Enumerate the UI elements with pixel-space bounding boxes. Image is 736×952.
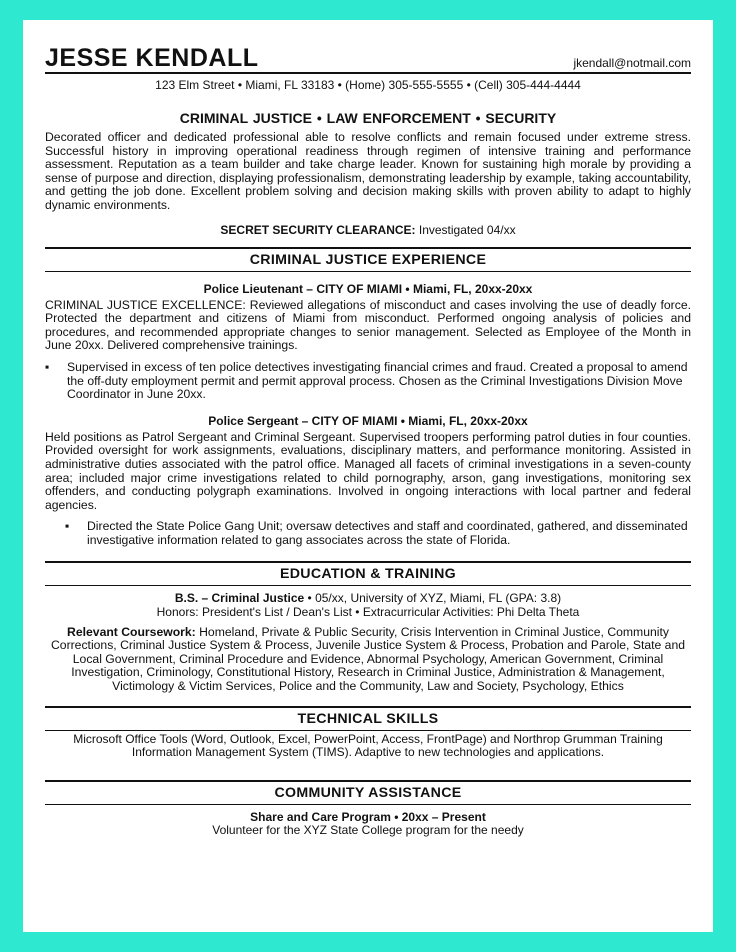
section-rule-bottom <box>45 804 691 805</box>
education-section <box>45 561 691 693</box>
section-rule-bottom <box>45 585 691 586</box>
skills-text: Microsoft Office Tools (Word, Outlook, Excel, PowerPoint, Access, FrontPage) and Northrop Grumman Training Information Management System (TIMS). Adaptive to new technologies and applications. <box>73 731 663 760</box>
clearance-line <box>45 223 691 237</box>
coursework-label: Relevant Coursework: <box>67 624 196 639</box>
community-title: COMMUNITY ASSISTANCE <box>274 784 462 801</box>
degree-details: • 05/xx, University of XYZ, Miami, FL (GPA: 3.8) <box>304 591 562 606</box>
experience-title: CRIMINAL JUSTICE EXPERIENCE <box>249 251 487 268</box>
bullet-marker: ▪ <box>65 519 70 534</box>
coursework-list: Homeland, Private & Public Security, Crisis Intervention in Criminal Justice, Community Corrections, Criminal Justice System & Process, Juvenile Justice System & Process, Probation and Parole, State and Local Government, Criminal Procedure and Evidence, Abnormal Psychology, American Government, Criminal Investigation, Criminology, Constitutional History, Research in Criminal Justice, Administration & Management, Victimology & Victim Services, Police and the Community, Law and Society, Psychology, Ethics <box>50 624 686 694</box>
program-description: Volunteer for the XYZ State College program for the needy <box>212 823 524 838</box>
skills-section <box>45 706 691 760</box>
honors-line: Honors: President's List / Dean's List • Extracurricular Activities: Phi Delta Theta <box>156 605 580 620</box>
degree-name: B.S. – Criminal Justice <box>174 591 305 606</box>
headline: CRIMINAL JUSTICE • LAW ENFORCEMENT • SECURITY <box>179 110 557 126</box>
job-bullet <box>45 361 691 402</box>
summary-paragraph: Decorated officer and dedicated professional able to resolve conflicts and remain focused under extreme stress. Successful history in improving operational readiness through regimen of intensive training and performance assessment. Reputation as a team builder and take charge leader. Known for sustaining high morale by providing a sense of purpose and direction, displaying professionalism, demonstrating leadership by example, taking accountability, and getting the job done. Excellent problem solving and decision making skills with proven ability to adapt to highly dynamic environments. <box>45 130 691 212</box>
job-bullet <box>45 520 691 547</box>
email-address[interactable]: jkendall@notmail.com <box>573 56 691 70</box>
bullet-text: Supervised in excess of ten police detectives investigating financial crimes and fraud. Created a proposal to amend the off-duty employment permit and permit approval process. Chosen as the Criminal Investigations Division Move Coordinator in June 20xx. <box>67 359 688 402</box>
job-title: Police Sergeant – CITY OF MIAMI • Miami, FL, 20xx-20xx <box>208 413 528 428</box>
bullet-text: Directed the State Police Gang Unit; oversaw detectives and staff and coordinated, gathered, and disseminated investigative information related to gang associates across the state of Florida. <box>87 519 688 547</box>
candidate-name: JESSE KENDALL <box>45 44 259 72</box>
skills-title: TECHNICAL SKILLS <box>297 710 439 727</box>
job-description: CRIMINAL JUSTICE EXCELLENCE: Reviewed allegations of misconduct and cases involving the use of deadly force. Protected the department and citizens of Miami from misconduct. Performed ongoing analysis of policies and procedures, and recommended appropriate changes to senior management. Selected as Employee of the Month in June 20xx. Delivered comprehensive trainings. <box>45 297 691 353</box>
degree-line <box>45 592 691 606</box>
bullet-marker: ▪ <box>45 359 50 374</box>
contact-line: 123 Elm Street • Miami, FL 33183 • (Home) 305-555-5555 • (Cell) 305-444-4444 <box>155 78 581 92</box>
resume-page <box>23 20 713 932</box>
education-title: EDUCATION & TRAINING <box>280 566 456 583</box>
education-block <box>45 592 691 693</box>
experience-section <box>45 247 691 548</box>
name-row <box>45 20 691 72</box>
section-rule-bottom <box>45 271 691 272</box>
section-rule-bottom <box>45 730 691 731</box>
coursework-paragraph <box>45 626 691 694</box>
job-description: Held positions as Patrol Sergeant and Criminal Sergeant. Supervised troopers performing patrol duties in four counties. Provided oversight for work assignments, evaluations, disciplinary matters, and performance monitoring. Assisted in administrative duties associated with the patrol office. Managed all facets of criminal investigations in a seven-county area; included major crime investigations related to child pornography, arson, gang investigations, monitoring sex offenders, and conducting polygraph examinations. Involved in ongoing interactions with local partner and federal agencies. <box>45 429 691 512</box>
community-section <box>45 780 691 838</box>
clearance-value: Investigated 04/xx <box>418 222 516 237</box>
job-title: Police Lieutenant – CITY OF MIAMI • Miami, FL, 20xx-20xx <box>203 281 533 296</box>
program-title: Share and Care Program • 20xx – Present <box>250 809 486 824</box>
clearance-label: SECRET SECURITY CLEARANCE: <box>220 222 416 237</box>
